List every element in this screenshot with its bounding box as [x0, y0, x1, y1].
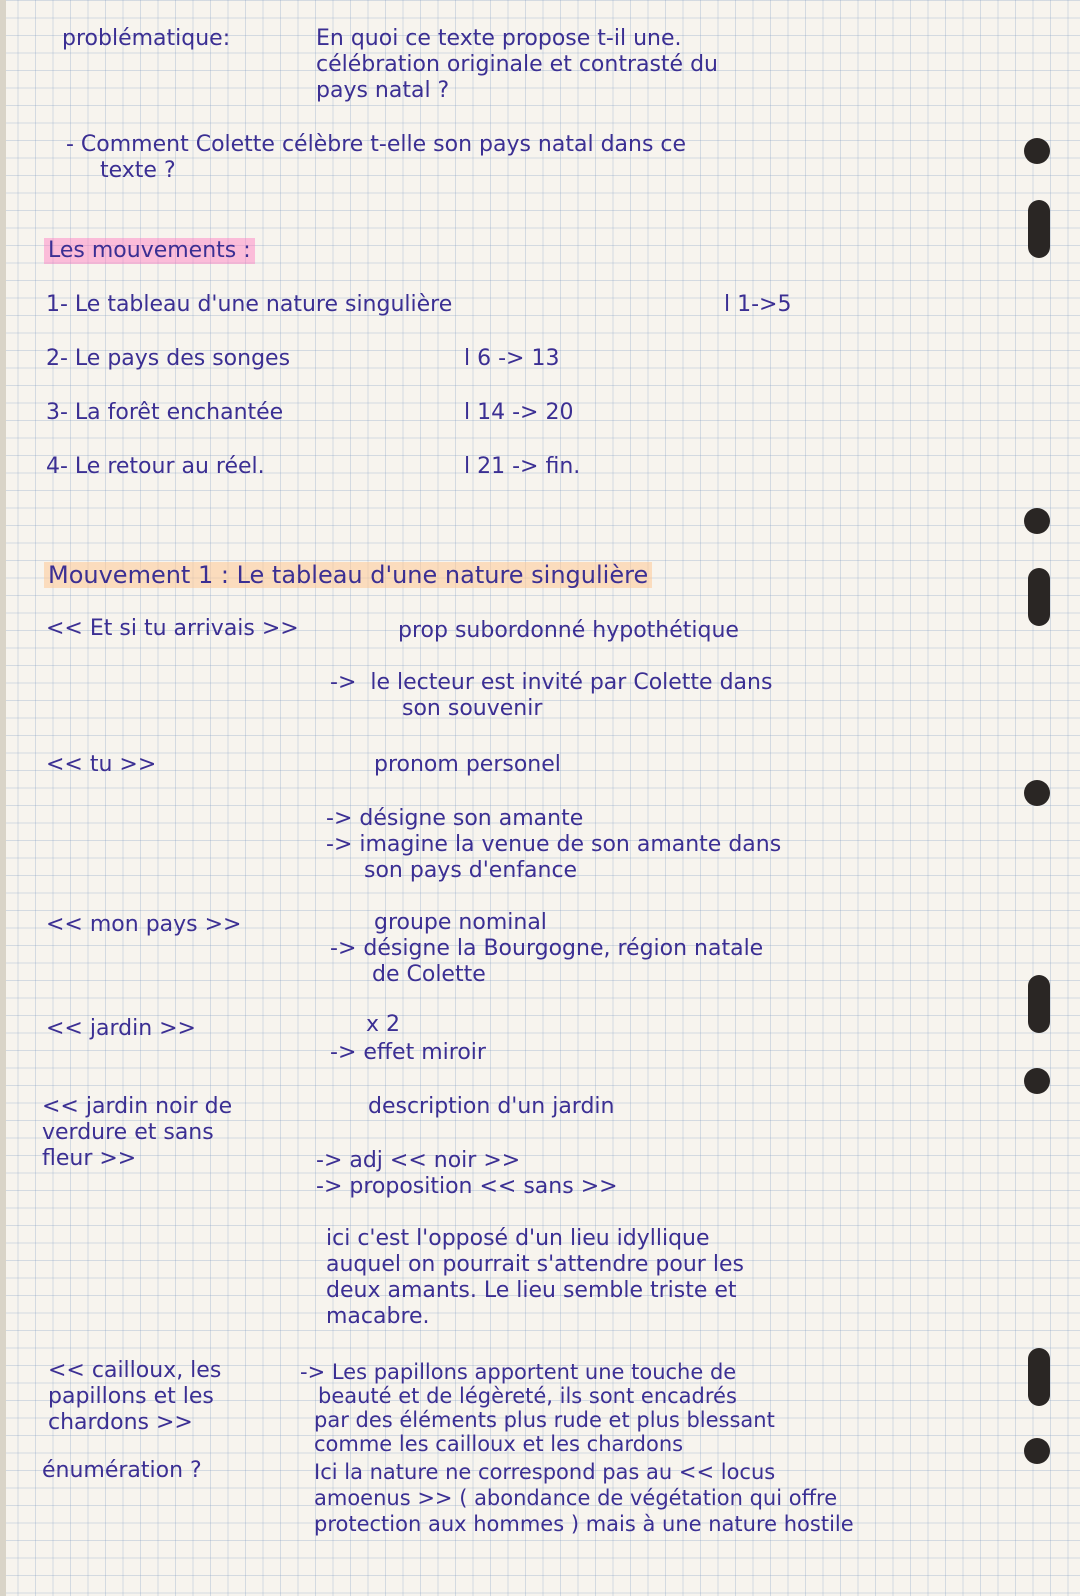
answer-6-line-1: -> Les papillons apportent une touche de	[300, 1360, 737, 1384]
answer-5-line-1: description d'un jardin	[368, 1094, 615, 1119]
answer-1-line-3: son souvenir	[402, 696, 543, 721]
problem-line-1: En quoi ce texte propose t-il une.	[316, 26, 682, 51]
answer-5-line-7: macabre.	[326, 1304, 430, 1329]
quote-6-line-2: papillons et les	[48, 1384, 214, 1409]
answer-2-line-2: -> désigne son amante	[326, 806, 584, 831]
movement-item-2-lines: l 6 -> 13	[464, 346, 560, 371]
movement-item-3-lines: l 14 -> 20	[464, 400, 574, 425]
binder-hole	[1024, 780, 1050, 806]
quote-5-line-2: verdure et sans	[42, 1120, 214, 1145]
quote-4: << jardin >>	[46, 1016, 196, 1041]
answer-3-line-2: -> désigne la Bourgogne, région natale	[330, 936, 764, 961]
answer-6-line-7: protection aux hommes ) mais à une nature hostile	[314, 1512, 854, 1536]
movements-heading: Les mouvements :	[44, 238, 255, 264]
quote-6-line-3: chardons >>	[48, 1410, 193, 1435]
answer-6-line-2: beauté et de légèreté, ils sont encadrés	[318, 1384, 737, 1408]
answer-5-line-6: deux amants. Le lieu semble triste et	[326, 1278, 737, 1303]
problem-line-2: célébration originale et contrasté du	[316, 52, 718, 77]
movement-item-1-lines: l 1->5	[724, 292, 792, 317]
movement-item-2-title: 2- Le pays des songes	[46, 346, 291, 371]
quote-3: << mon pays >>	[46, 912, 242, 937]
answer-5-line-5: auquel on pourrait s'attendre pour les	[326, 1252, 744, 1277]
movement-item-3-title: 3- La forêt enchantée	[46, 400, 284, 425]
alt-question-line-2: texte ?	[100, 158, 176, 183]
binder-hole	[1024, 508, 1050, 534]
quote-6-note: énumération ?	[42, 1458, 202, 1483]
binder-slot	[1028, 200, 1050, 258]
answer-2-line-3: -> imagine la venue de son amante dans	[326, 832, 782, 857]
answer-6-line-4: comme les cailloux et les chardons	[314, 1432, 684, 1456]
answer-3-line-3: de Colette	[372, 962, 486, 987]
answer-5-line-2: -> adj << noir >>	[316, 1148, 521, 1173]
answer-4-line-2: -> effet miroir	[330, 1040, 486, 1065]
quote-2: << tu >>	[46, 752, 157, 777]
answer-3-line-1: groupe nominal	[374, 910, 547, 935]
binder-hole	[1024, 138, 1050, 164]
page-edge	[0, 0, 6, 1596]
answer-6-line-3: par des éléments plus rude et plus blessant	[314, 1408, 775, 1432]
movement-item-4-title: 4- Le retour au réel.	[46, 454, 265, 479]
quote-1: << Et si tu arrivais >>	[46, 616, 299, 641]
problem-label: problématique:	[62, 26, 231, 51]
quote-5-line-3: fleur >>	[42, 1146, 137, 1171]
answer-6-line-5: Ici la nature ne correspond pas au << locus	[314, 1460, 776, 1484]
movement1-heading: Mouvement 1 : Le tableau d'une nature singulière	[44, 562, 652, 588]
binder-hole	[1024, 1438, 1050, 1464]
answer-4-line-1: x 2	[366, 1012, 401, 1037]
binder-slot	[1028, 568, 1050, 626]
binder-slot	[1028, 975, 1050, 1033]
alt-question-line-1: - Comment Colette célèbre t-elle son pays natal dans ce	[66, 132, 687, 157]
answer-2-line-1: pronom personel	[374, 752, 561, 777]
answer-5-line-4: ici c'est l'opposé d'un lieu idyllique	[326, 1226, 710, 1251]
answer-1-line-2: -> le lecteur est invité par Colette dans	[330, 670, 773, 695]
problem-line-3: pays natal ?	[316, 78, 450, 103]
movement-item-4-lines: l 21 -> fin.	[464, 454, 581, 479]
answer-5-line-3: -> proposition << sans >>	[316, 1174, 618, 1199]
binder-slot	[1028, 1348, 1050, 1406]
answer-6-line-6: amoenus >> ( abondance de végétation qui offre	[314, 1486, 838, 1510]
answer-2-line-4: son pays d'enfance	[364, 858, 578, 883]
quote-6-line-1: << cailloux, les	[48, 1358, 222, 1383]
answer-1-line-1: prop subordonné hypothétique	[398, 618, 739, 643]
quote-5-line-1: << jardin noir de	[42, 1094, 233, 1119]
movement-item-1-title: 1- Le tableau d'une nature singulière	[46, 292, 453, 317]
binder-hole	[1024, 1068, 1050, 1094]
